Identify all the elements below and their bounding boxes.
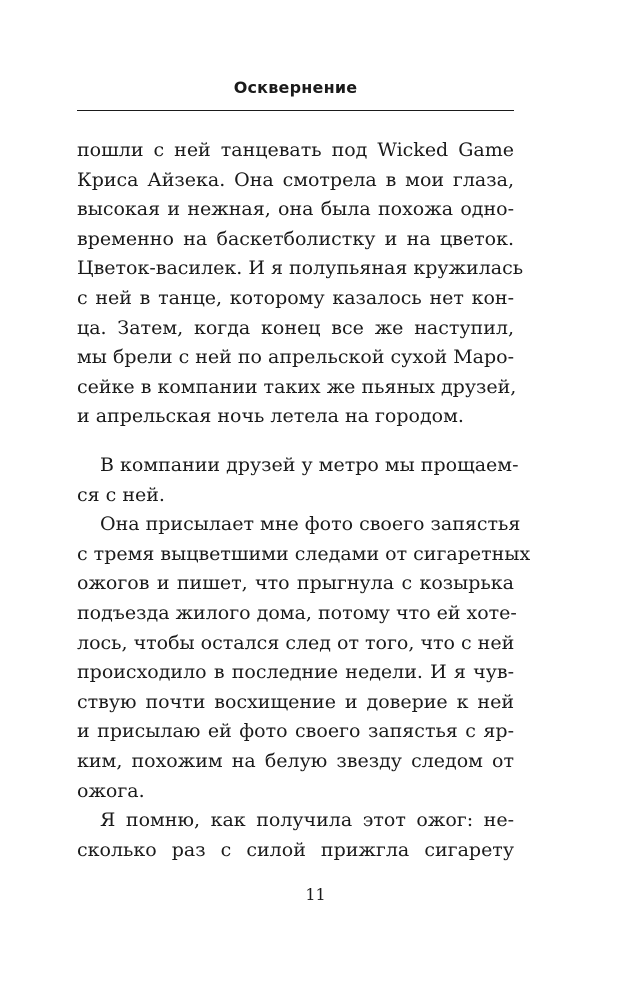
text-line: Я помню, как получила этот ожог: не- [100,809,514,832]
header-rule [77,110,514,111]
text-line: ствую почти восхищение и доверие к ней [77,690,514,713]
text-line: В компании друзей у метро мы прощаем- [100,454,519,476]
text-line: с ней в танце, которому казалось нет кон- [77,286,514,309]
text-line: сколько раз с силой прижгла сигарету [77,838,514,861]
text-line: и присылаю ей фото своего запястья с яр- [77,720,514,743]
text-line: ожогов и пишет, что прыгнула с козырька [77,572,514,595]
text-line: ожога. [77,779,145,802]
text-line: и апрельская ночь летела на городом. [77,405,464,428]
text-line: ся с ней. [77,483,165,506]
text-line: ца. Затем, когда конец все же наступил, [77,316,514,339]
page-number: 11 [305,885,326,904]
text-line: Цветок-василек. И я полупьяная кружилась [77,257,524,280]
text-line: ким, похожим на белую звезду следом от [77,749,514,772]
text-line: Она присылает мне фото своего запястья [100,513,521,536]
text-line: временно на баскетболистку и на цветок. [77,227,514,250]
text-line: лось, чтобы остался след от того, что с ней [77,631,515,654]
paragraphs-after-break [77,451,531,865]
text-line: Криса Айзека. Она смотрела в мои глаза, [77,168,514,191]
text-line: происходило в последние недели. И я чув- [77,661,514,684]
running-title: Осквернение [233,78,358,97]
text-line: с тремя выцветшими следами от сигаретных [77,542,531,565]
text-line: пошли с ней танцевать под Wicked Game [77,139,514,161]
text-line: сейке в компании таких же пьяных друзей, [77,375,517,398]
text-line: мы брели с ней по апрельской сухой Маро- [77,346,514,369]
text-line: подъезда жилого дома, потому что ей хоте- [77,601,517,624]
paragraph-continued [77,136,524,432]
text-line: высокая и нежная, она была похожа одно- [77,198,514,221]
